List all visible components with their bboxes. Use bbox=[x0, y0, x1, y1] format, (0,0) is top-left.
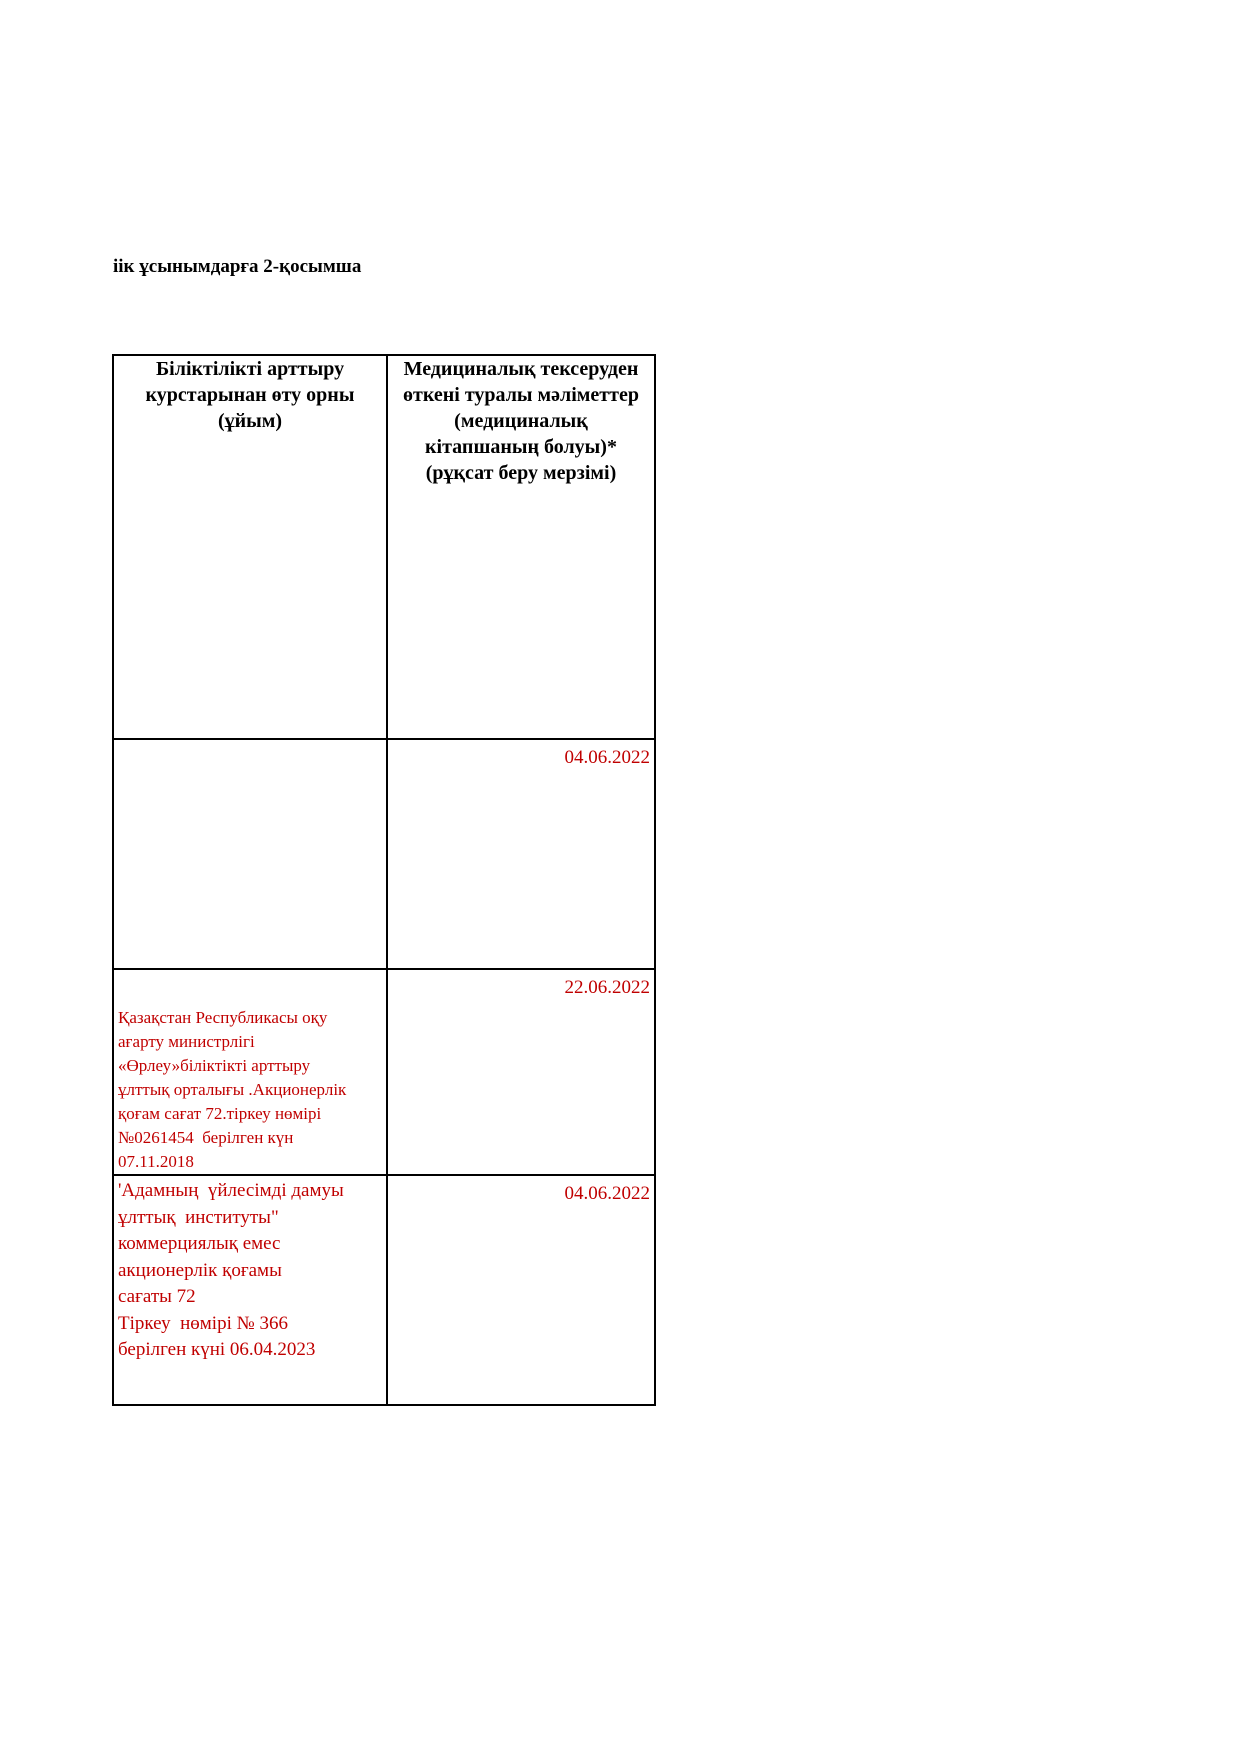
appendix-header: іік ұсынымдарға 2-қосымша bbox=[113, 256, 362, 277]
date-cell bbox=[387, 1175, 655, 1405]
org-text: 'Адамның үйлесімді дамуы ұлттық институты" коммерциялық емес акционерлік қоғамы сағаты 72 Тіркеу нөмірі № 366 берілген күні 06.04.2023 bbox=[118, 1180, 344, 1360]
exam-date: 22.06.2022 bbox=[564, 977, 650, 998]
exam-date: 04.06.2022 bbox=[564, 747, 650, 768]
org-cell bbox=[113, 739, 387, 969]
table-header-row bbox=[113, 355, 655, 739]
org-cell bbox=[113, 969, 387, 1175]
table-row bbox=[113, 1175, 655, 1405]
date-cell bbox=[387, 969, 655, 1175]
org-cell bbox=[113, 1175, 387, 1405]
table-row bbox=[113, 739, 655, 969]
qualification-table bbox=[112, 354, 656, 1406]
header-medical-exam: Медициналық тексеруден өткені туралы мәліметтер (медициналық кітапшаның болуы)* (рұқсат беру мерзімі) bbox=[387, 355, 655, 739]
date-cell bbox=[387, 739, 655, 969]
table-row bbox=[113, 969, 655, 1175]
header-training-place: Біліктілікті арттыру курстарынан өту орны (ұйым) bbox=[113, 355, 387, 739]
exam-date: 04.06.2022 bbox=[564, 1183, 650, 1204]
org-text: Қазақстан Республикасы оқу ағарту министрлігі «Өрлеу»біліктікті арттыру ұлттық орталығы .Акционерлік қоғам сағат 72.тіркеу нөмірі №0261454 берілген күн 07.11.2018 bbox=[118, 1008, 347, 1171]
